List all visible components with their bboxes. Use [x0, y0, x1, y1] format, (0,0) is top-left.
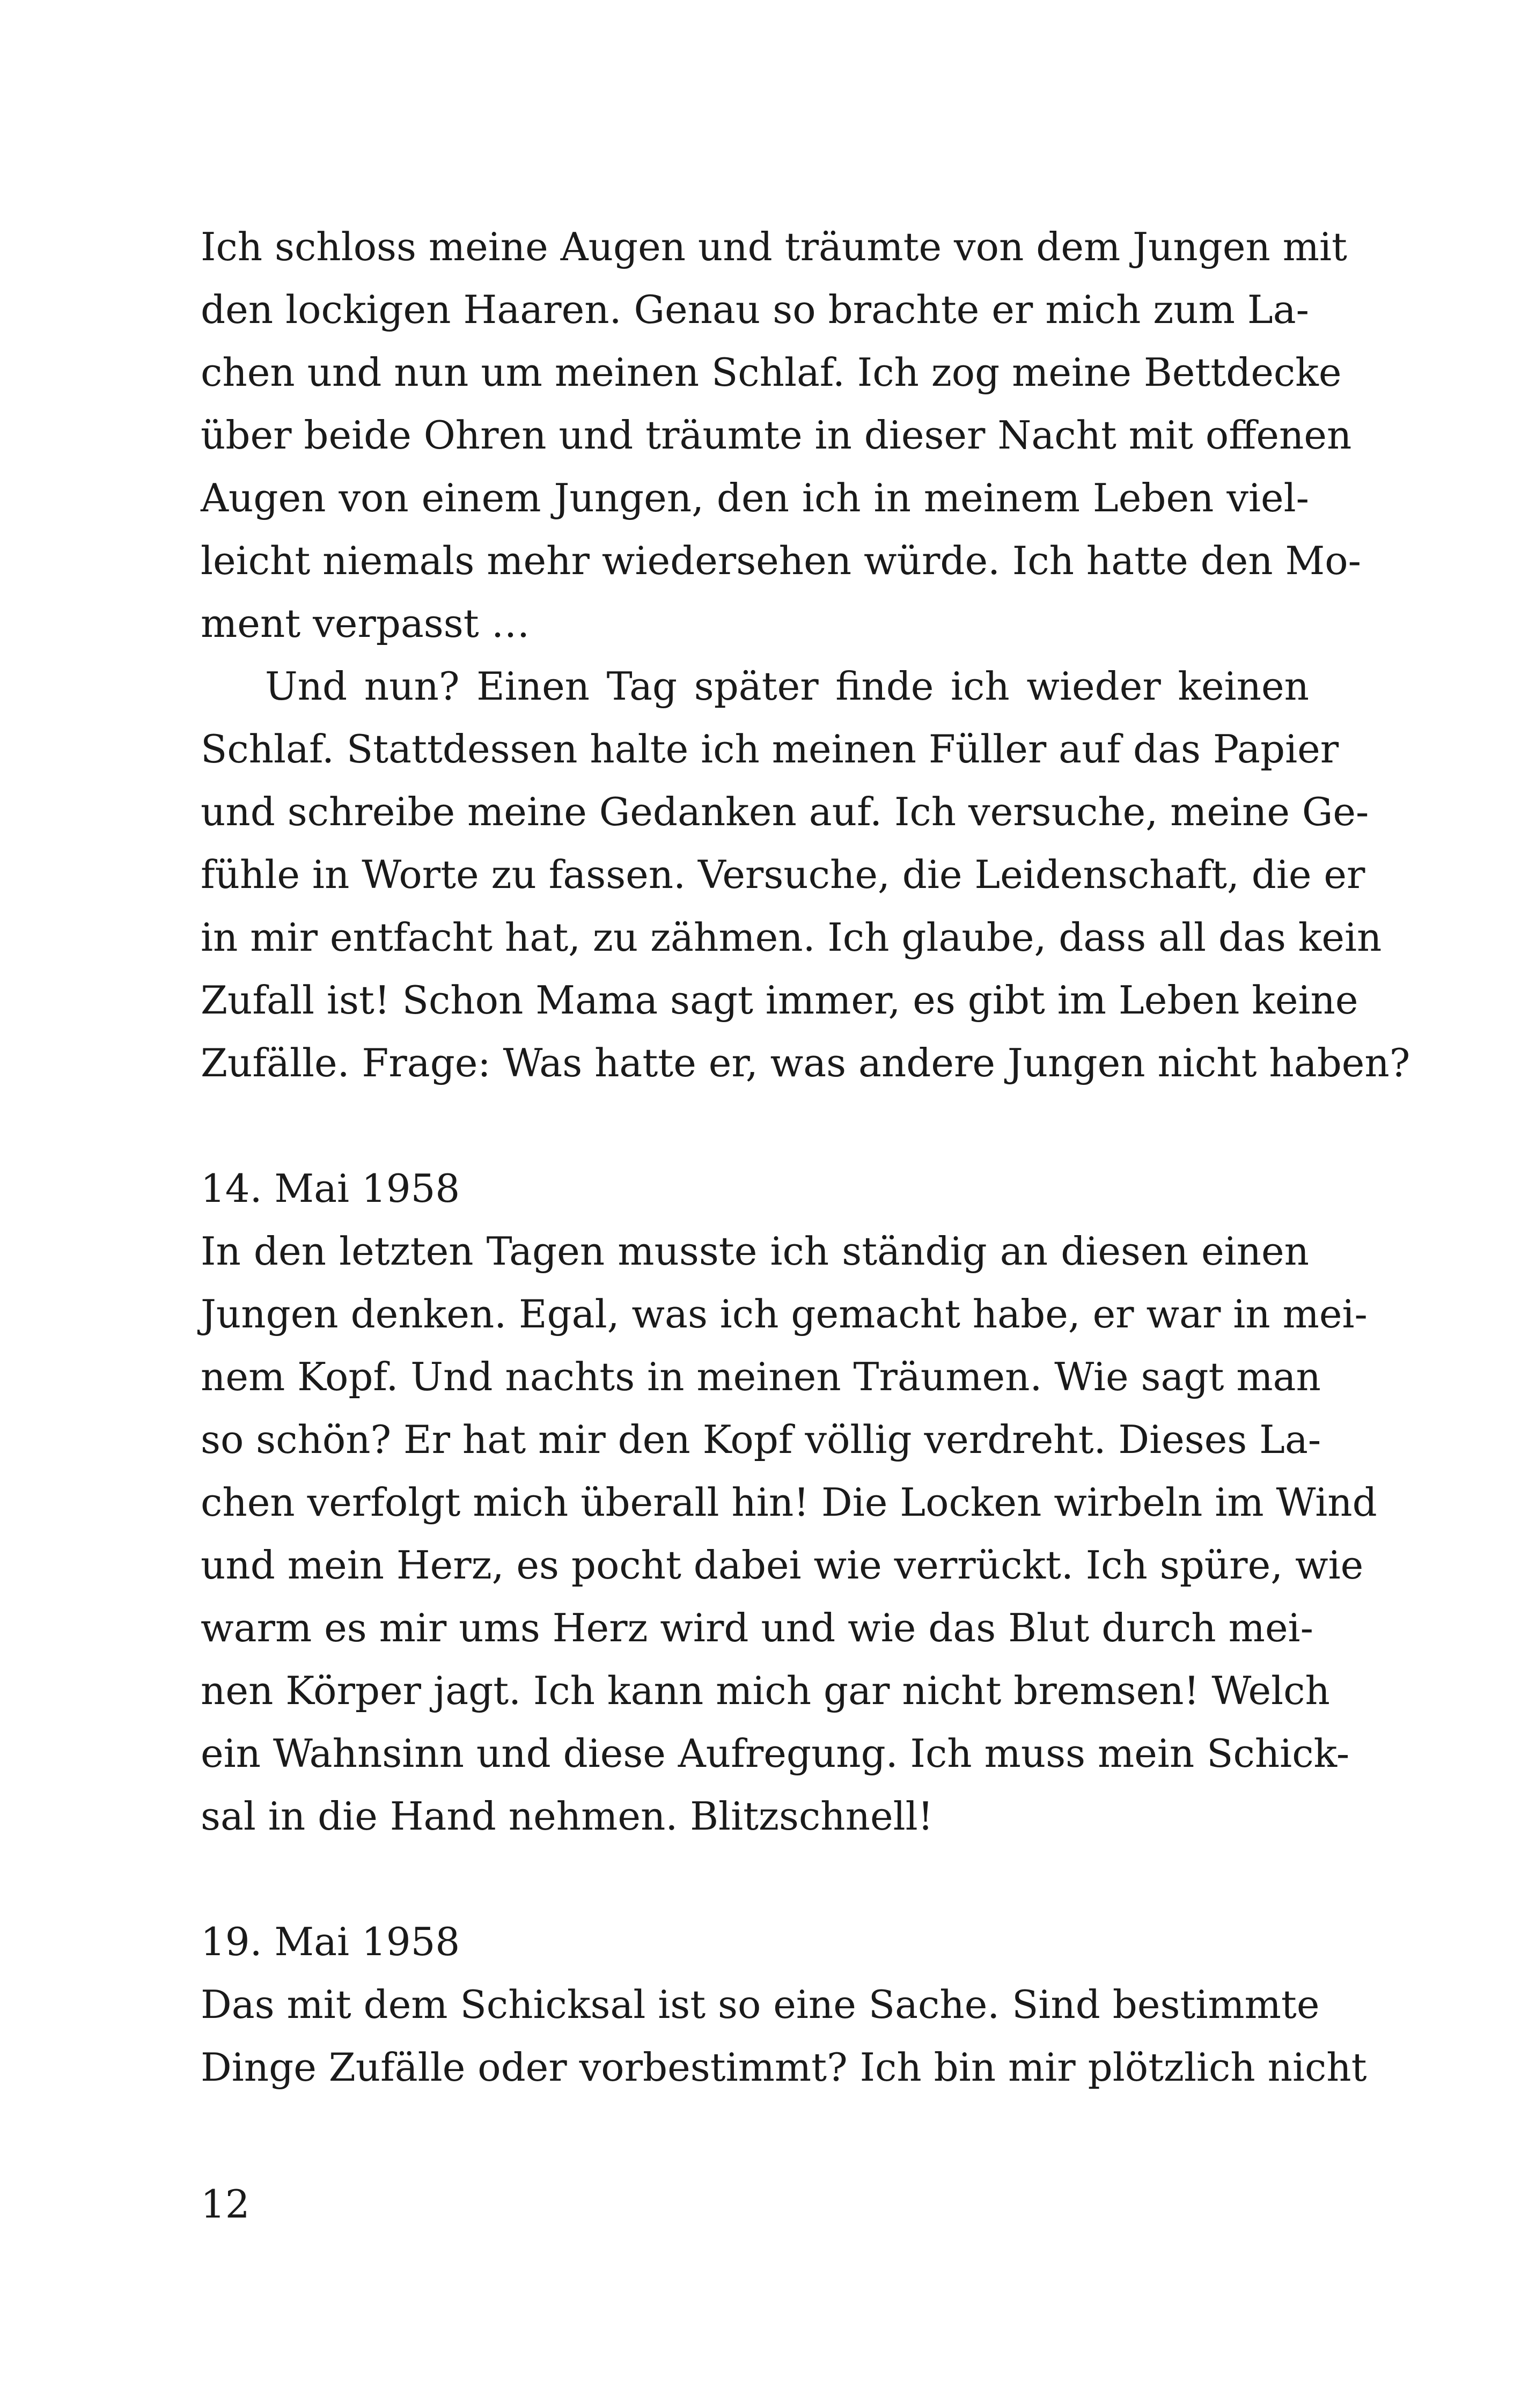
entry-date: 14. Mai 1958	[201, 1166, 460, 1211]
text-line: nen Körper jagt. Ich kann mich gar nicht bremsen! Welch	[201, 1668, 1330, 1713]
text-line: so schön? Er hat mir den Kopf völlig verdreht. Dieses La-	[201, 1417, 1321, 1462]
text-line: ein Wahnsinn und diese Aufregung. Ich muss mein Schick-	[201, 1731, 1350, 1776]
text-line: und schreibe meine Gedanken auf. Ich versuche, meine Ge-	[201, 789, 1369, 834]
text-line: und mein Herz, es pocht dabei wie verrückt. Ich spüre, wie	[201, 1543, 1364, 1588]
text-line: Und nun? Einen Tag später finde ich wieder keinen	[265, 664, 1309, 709]
page-body	[201, 216, 1410, 2099]
section-gap	[201, 1095, 1309, 1157]
text-line: nem Kopf. Und nachts in meinen Träumen. Wie sagt man	[201, 1354, 1321, 1399]
text-line: Zufall ist! Schon Mama sagt immer, es gibt im Leben keine	[201, 978, 1358, 1023]
text-line: warm es mir ums Herz wird und wie das Blut durch mei-	[201, 1605, 1313, 1650]
text-line: sal in die Hand nehmen. Blitzschnell!	[201, 1794, 934, 1839]
text-line: chen und nun um meinen Schlaf. Ich zog meine Bettdecke	[201, 350, 1342, 395]
entry-date: 19. Mai 1958	[201, 1919, 460, 1964]
paragraph	[201, 216, 1361, 655]
page-number: 12	[201, 2182, 250, 2227]
text-line: Dinge Zufälle oder vorbestimmt? Ich bin mir plötzlich nicht	[201, 2045, 1367, 2090]
text-line: Schlaf. Stattdessen halte ich meinen Füller auf das Papier	[201, 726, 1339, 772]
text-line: Das mit dem Schicksal ist so eine Sache. Sind bestimmte	[201, 1982, 1320, 2027]
text-line: den lockigen Haaren. Genau so brachte er mich zum La-	[201, 287, 1309, 332]
text-line: in mir entfacht hat, zu zähmen. Ich glaube, dass all das kein	[201, 915, 1382, 960]
text-line: ment verpasst …	[201, 601, 530, 646]
text-line: leicht niemals mehr wiedersehen würde. Ich hatte den Mo-	[201, 538, 1361, 583]
text-line: Augen von einem Jungen, den ich in meinem Leben viel-	[201, 475, 1309, 520]
section-gap	[201, 1848, 1309, 1911]
text-line: Jungen denken. Egal, was ich gemacht habe, er war in mei-	[201, 1291, 1368, 1337]
text-line: fühle in Worte zu fassen. Versuche, die Leidenschaft, die er	[201, 852, 1365, 897]
text-line: In den letzten Tagen musste ich ständig an diesen einen	[201, 1229, 1309, 1274]
diary-entry	[201, 1157, 1377, 1848]
diary-entry	[201, 1911, 1367, 2099]
text-line: Zufälle. Frage: Was hatte er, was andere Jungen nicht haben?	[201, 1040, 1410, 1085]
paragraph	[201, 655, 1410, 1095]
text-line: chen verfolgt mich überall hin! Die Locken wirbeln im Wind	[201, 1480, 1377, 1525]
text-line: Ich schloss meine Augen und träumte von dem Jungen mit	[201, 224, 1347, 269]
text-line: über beide Ohren und träumte in dieser Nacht mit offenen	[201, 413, 1352, 458]
